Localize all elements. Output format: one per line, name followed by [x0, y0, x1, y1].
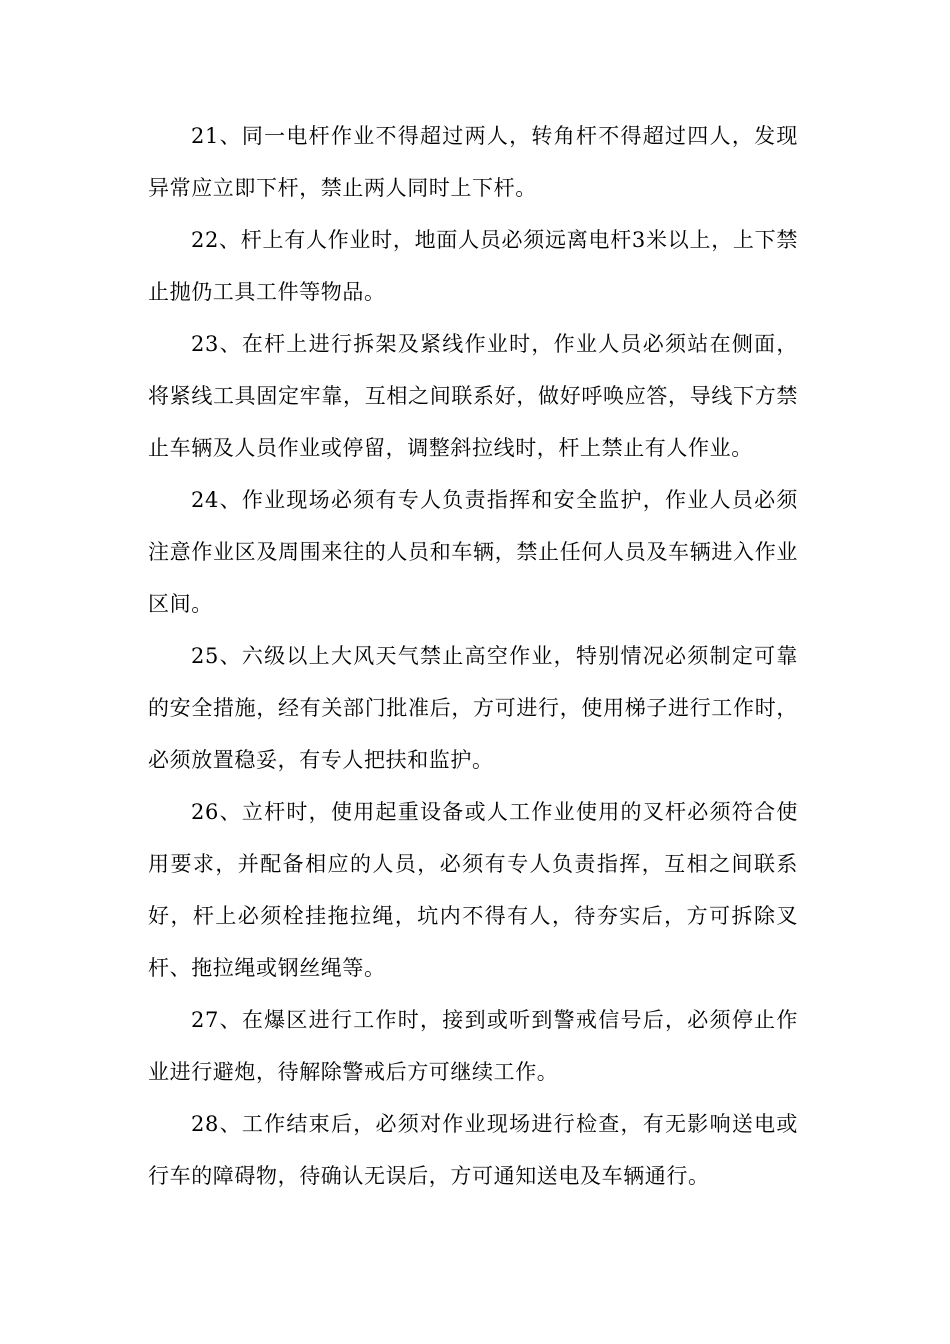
paragraph-27: 27、在爆区进行工作时，接到或听到警戒信号后，必须停止作业进行避炮，待解除警戒后方可继续工作。: [148, 1008, 798, 1084]
paragraph-26: 26、立杆时，使用起重设备或人工作业使用的叉杆必须符合使用要求，并配备相应的人员，必须有专人负责指挥，互相之间联系好，杆上必须栓挂拖拉绳，坑内不得有人，待夯实后，方可拆除叉杆、拖拉绳或钢丝绳等。: [148, 800, 798, 980]
paragraph-21: 21、同一电杆作业不得超过两人，转角杆不得超过四人，发现异常应立即下杆，禁止两人同时上下杆。: [148, 124, 798, 200]
paragraph-23: 23、在杆上进行拆架及紧线作业时，作业人员必须站在侧面，将紧线工具固定牢靠，互相之间联系好，做好呼唤应答，导线下方禁止车辆及人员作业或停留，调整斜拉线时，杆上禁止有人作业。: [148, 332, 798, 460]
document-body: [148, 110, 798, 1202]
paragraph-24: 24、作业现场必须有专人负责指挥和安全监护，作业人员必须注意作业区及周围来往的人员和车辆，禁止任何人员及车辆进入作业区间。: [148, 488, 798, 616]
paragraph-22: 22、杆上有人作业时，地面人员必须远离电杆3米以上，上下禁止抛仍工具工件等物品。: [148, 228, 798, 304]
paragraph-28: 28、工作结束后，必须对作业现场进行检查，有无影响送电或行车的障碍物，待确认无误后，方可通知送电及车辆通行。: [148, 1112, 798, 1188]
paragraph-25: 25、六级以上大风天气禁止高空作业，特别情况必须制定可靠的安全措施，经有关部门批准后，方可进行，使用梯子进行工作时，必须放置稳妥，有专人把扶和监护。: [148, 644, 798, 772]
